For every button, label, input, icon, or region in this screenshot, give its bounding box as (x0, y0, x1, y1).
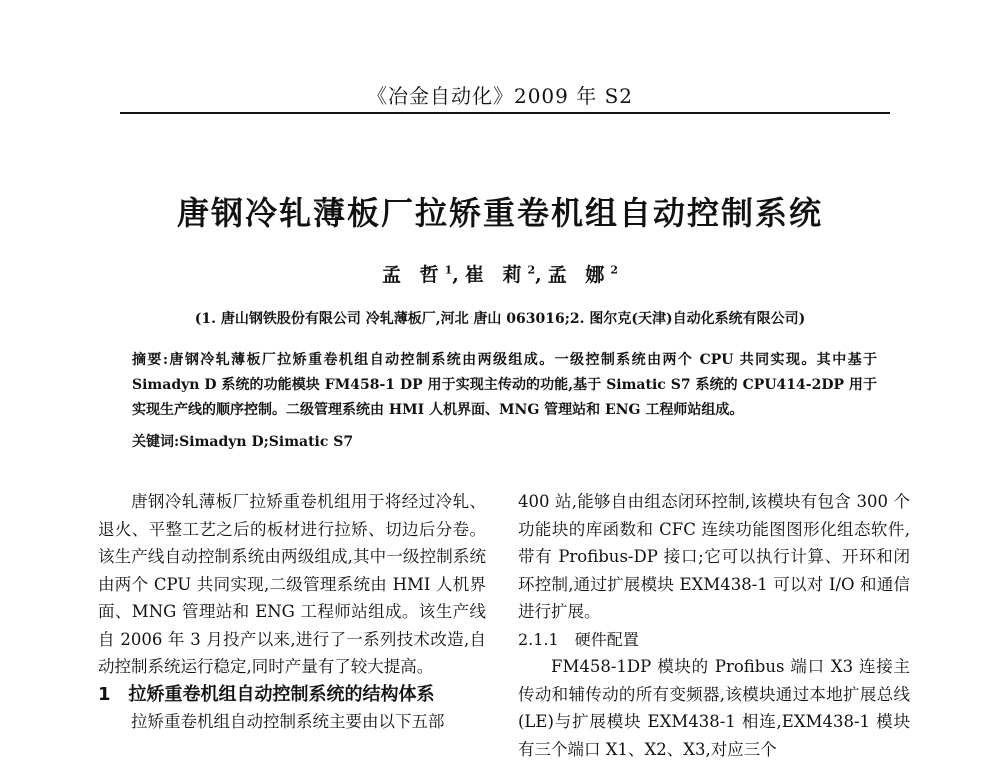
author-affil-mark: 2 (527, 263, 536, 277)
body-paragraph: FM458-1DP 模块的 Profibus 端口 X3 连接主传动和辅传动的所有变频器,该模块通过本地扩展总线(LE)与扩展模块 EXM438-1 相连,EXM438-1 模块有三个端口 X1、X2、X3,对应三个 (518, 657, 910, 759)
body-column-right (518, 488, 910, 763)
keywords (132, 431, 877, 451)
paper-title: 唐钢冷轧薄板厂拉矫重卷机组自动控制系统 (176, 194, 823, 232)
header-rule (120, 112, 890, 114)
author-affil-mark: 1 (444, 263, 453, 277)
author-affil-mark: 2 (610, 263, 619, 277)
journal-header: 《冶金自动化》2009 年 S2 (366, 84, 634, 108)
author-list: 孟 哲$^1$,崔 莉$^2$,孟 娜$^2$ (381, 263, 619, 286)
body-paragraph: 唐钢冷轧薄板厂拉矫重卷机组用于将经过冷轧、退火、平整工艺之后的板材进行拉矫、切边后分卷。该生产线自动控制系统由两级组成,其中一级控制系统由两个 CPU 共同实现,二级管理系统由 HMI 人机界面、MNG 管理站和 ENG 工程师站组成。该生产线自 2006 年 3 月投产以来,进行了一系列技术改造,自动控制系统运行稳定,同时产量有了较大提高。 (98, 492, 486, 676)
section-heading: 1 拉矫重卷机组自动控制系统的结构体系 (98, 683, 435, 705)
author-name: 孟 哲 (381, 264, 445, 286)
abstract-label: 摘要: (132, 352, 168, 368)
author-name: 孟 娜 (547, 264, 611, 286)
author-name: 崔 莉 (464, 264, 528, 286)
body-paragraph: 拉矫重卷机组自动控制系统主要由以下五部 (131, 712, 445, 731)
abstract (132, 348, 877, 423)
keywords-label: 关键词: (132, 434, 180, 450)
keywords-text: Simadyn D;Simatic S7 (179, 434, 354, 450)
subsection-heading: 2.1.1 硬件配置 (518, 629, 639, 649)
body-column-left (98, 488, 486, 736)
affiliation: (1. 唐山钢铁股份有限公司 冷轧薄板厂,河北 唐山 063016;2. 图尔克(天津)自动化系统有限公司) (194, 311, 806, 327)
body-paragraph: 400 站,能够自由组态闭环控制,该模块有包含 300 个功能块的库函数和 CFC 连续功能图图形化组态软件,带有 Profibus-DP 接口;它可以执行计算、开环和闭环控制,通过扩展模块 EXM438-1 可以对 I/O 和通信进行扩展。 (518, 492, 910, 621)
abstract-text: 唐钢冷轧薄板厂拉矫重卷机组自动控制系统由两级组成。一级控制系统由两个 CPU 共同实现。其中基于 Simadyn D 系统的功能模块 FM458-1 DP 用于实现主传动的功能,基于 Simatic S7 系统的 CPU414-2DP 用于实现生产线的顺序控制。二级管理系统由 HMI 人机界面、MNG 管理站和 ENG 工程师站组成。 (132, 352, 878, 418)
